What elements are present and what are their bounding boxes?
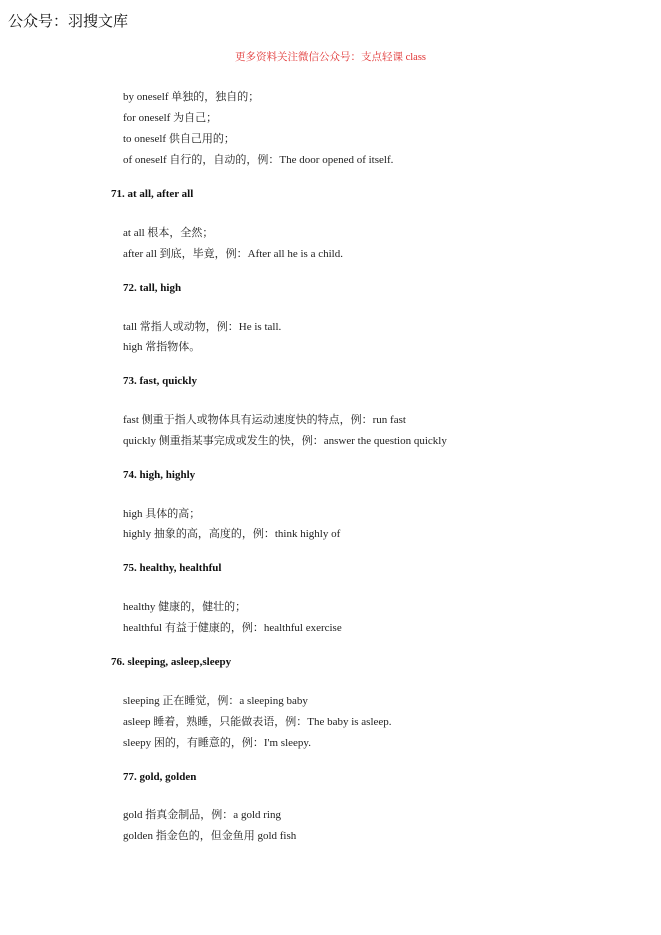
section-line: gold 指真金制品，例：a gold ring [123, 809, 281, 821]
section-line: at all 根本，全然； [123, 227, 214, 239]
section-line: after all 到底，毕竟，例：After all he is a child. [123, 248, 343, 260]
section-line: tall 常指人或动物，例：He is tall. [123, 321, 282, 333]
intro-line: of oneself 自行的，自动的，例：The door opened of itself. [123, 154, 394, 166]
section-heading: 72. tall, high [123, 282, 182, 294]
section-heading: 71. at all, after all [111, 188, 194, 200]
watermark-label: 公众号：羽搜文库 [8, 12, 129, 30]
intro-line: by oneself 单独的，独自的； [123, 91, 260, 103]
intro-line: to oneself 供自己用的； [123, 133, 235, 145]
intro-line: for oneself 为自己； [123, 112, 218, 124]
section-line: healthy 健康的，健壮的； [123, 601, 247, 613]
section-heading: 76. sleeping, asleep,sleepy [111, 656, 232, 668]
section-line: asleep 睡着，熟睡，只能做表语，例：The baby is asleep. [123, 716, 392, 728]
section-line: quickly 侧重指某事完成或发生的快，例：answer the question quickly [123, 435, 447, 447]
section-line: sleeping 正在睡觉，例：a sleeping baby [123, 695, 308, 707]
promo-banner: 更多资料关注微信公众号：支点轻课 class [234, 52, 427, 63]
section-line: high 常指物体。 [123, 341, 201, 353]
section-line: high 具体的高； [123, 508, 201, 520]
section-line: sleepy 困的，有睡意的，例：I'm sleepy. [123, 737, 311, 749]
section-heading: 75. healthy, healthful [123, 562, 222, 574]
section-line: golden 指金色的，但金鱼用 gold fish [123, 830, 297, 842]
section-heading: 73. fast, quickly [123, 375, 197, 387]
section-heading: 77. gold, golden [123, 771, 197, 783]
section-line: fast 侧重于指人或物体具有运动速度快的特点，例：run fast [123, 414, 406, 426]
section-line: highly 抽象的高，高度的，例：think highly of [123, 528, 341, 540]
section-line: healthful 有益于健康的，例：healthful exercise [123, 622, 342, 634]
section-heading: 74. high, highly [123, 469, 196, 481]
